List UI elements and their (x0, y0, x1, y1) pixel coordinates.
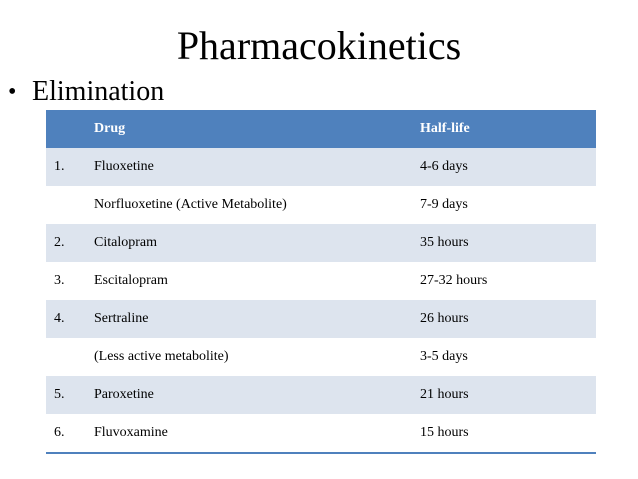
table-row (46, 224, 596, 262)
table-row (46, 262, 596, 300)
row-drug: Escitalopram (86, 262, 412, 300)
row-number: 2. (46, 224, 86, 262)
bullet-dot-icon: • (8, 79, 17, 105)
row-number (46, 338, 86, 376)
row-half-life: 26 hours (412, 300, 596, 338)
header-drug: Drug (86, 110, 412, 148)
header-half-life: Half-life (412, 110, 596, 148)
row-drug: Paroxetine (86, 376, 412, 414)
row-number: 4. (46, 300, 86, 338)
row-half-life: 15 hours (412, 414, 596, 453)
row-drug: Fluoxetine (86, 148, 412, 186)
table-row (46, 414, 596, 453)
table-row (46, 148, 596, 186)
row-number: 5. (46, 376, 86, 414)
row-number: 1. (46, 148, 86, 186)
table-row (46, 186, 596, 224)
table-header-row (46, 110, 596, 148)
bullet-text: Elimination (32, 76, 165, 107)
row-half-life: 27-32 hours (412, 262, 596, 300)
row-drug: Norfluoxetine (Active Metabolite) (86, 186, 412, 224)
row-half-life: 7-9 days (412, 186, 596, 224)
table-row (46, 376, 596, 414)
row-half-life: 21 hours (412, 376, 596, 414)
half-life-table (46, 110, 596, 454)
row-half-life: 4-6 days (412, 148, 596, 186)
row-number: 6. (46, 414, 86, 453)
row-number (46, 186, 86, 224)
row-half-life: 35 hours (412, 224, 596, 262)
slide-title: Pharmacokinetics (176, 23, 462, 68)
bullet-item (8, 75, 164, 109)
row-half-life: 3-5 days (412, 338, 596, 376)
row-drug: (Less active metabolite) (86, 338, 412, 376)
row-number: 3. (46, 262, 86, 300)
table-row (46, 338, 596, 376)
table-row (46, 300, 596, 338)
row-drug: Citalopram (86, 224, 412, 262)
row-drug: Fluvoxamine (86, 414, 412, 453)
header-number (46, 110, 86, 148)
row-drug: Sertraline (86, 300, 412, 338)
